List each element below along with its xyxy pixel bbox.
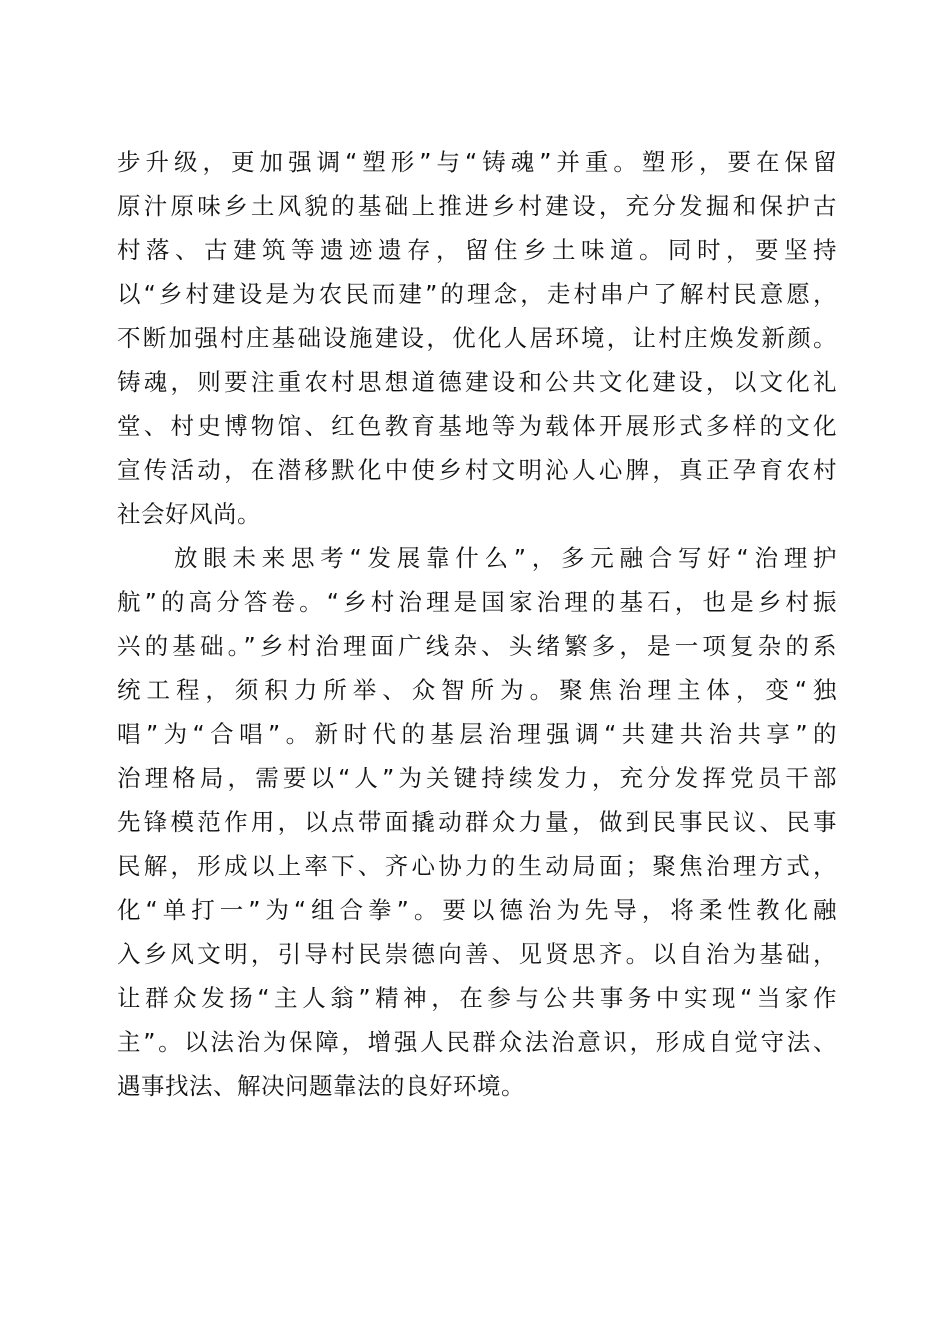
text-line: 以“乡村建设是为农民而建”的理念，走村串户了解村民意愿， bbox=[117, 280, 837, 308]
text-line: 民解，形成以上率下、齐心协力的生动局面；聚焦治理方式， bbox=[117, 852, 837, 880]
text-line: 先锋模范作用，以点带面撬动群众力量，做到民事民议、民事 bbox=[117, 808, 837, 836]
text-line: 社会好风尚。 bbox=[117, 500, 261, 528]
text-line: 让群众发扬“主人翁”精神，在参与公共事务中实现“当家作 bbox=[117, 984, 837, 1012]
text-line: 宣传活动，在潜移默化中使乡村文明沁人心脾，真正孕育农村 bbox=[117, 456, 837, 484]
text-line: 不断加强村庄基础设施建设，优化人居环境，让村庄焕发新颜。 bbox=[117, 324, 837, 352]
text-line: 治理格局，需要以“人”为关键持续发力，充分发挥党员干部 bbox=[117, 764, 837, 792]
text-line: 村落、古建筑等遗迹遗存，留住乡土味道。同时，要坚持 bbox=[117, 236, 837, 264]
text-line: 主”。以法治为保障，增强人民群众法治意识，形成自觉守法、 bbox=[117, 1028, 837, 1056]
text-line: 原汁原味乡土风貌的基础上推进乡村建设，充分发掘和保护古 bbox=[117, 192, 837, 220]
text-line: 入乡风文明，引导村民崇德向善、见贤思齐。以自治为基础， bbox=[117, 940, 837, 968]
text-line: 兴的基础。”乡村治理面广线杂、头绪繁多，是一项复杂的系 bbox=[117, 632, 837, 660]
paragraph-governance bbox=[117, 536, 837, 1108]
text-line: 放眼未来思考“发展靠什么”，多元融合写好“治理护 bbox=[174, 544, 837, 572]
text-line: 统工程，须积力所举、众智所为。聚焦治理主体，变“独 bbox=[117, 676, 837, 704]
body-text bbox=[117, 140, 837, 1108]
text-line: 航”的高分答卷。“乡村治理是国家治理的基石，也是乡村振 bbox=[117, 588, 837, 616]
text-line: 步升级，更加强调“塑形”与“铸魂”并重。塑形，要在保留 bbox=[117, 148, 837, 176]
text-line: 化“单打一”为“组合拳”。要以德治为先导，将柔性教化融 bbox=[117, 896, 837, 924]
text-line: 铸魂，则要注重农村思想道德建设和公共文化建设，以文化礼 bbox=[117, 368, 837, 396]
paragraph-culture bbox=[117, 140, 837, 536]
text-line: 遇事找法、解决问题靠法的良好环境。 bbox=[117, 1072, 525, 1100]
text-line: 唱”为“合唱”。新时代的基层治理强调“共建共治共享”的 bbox=[117, 720, 837, 748]
text-line: 堂、村史博物馆、红色教育基地等为载体开展形式多样的文化 bbox=[117, 412, 837, 440]
